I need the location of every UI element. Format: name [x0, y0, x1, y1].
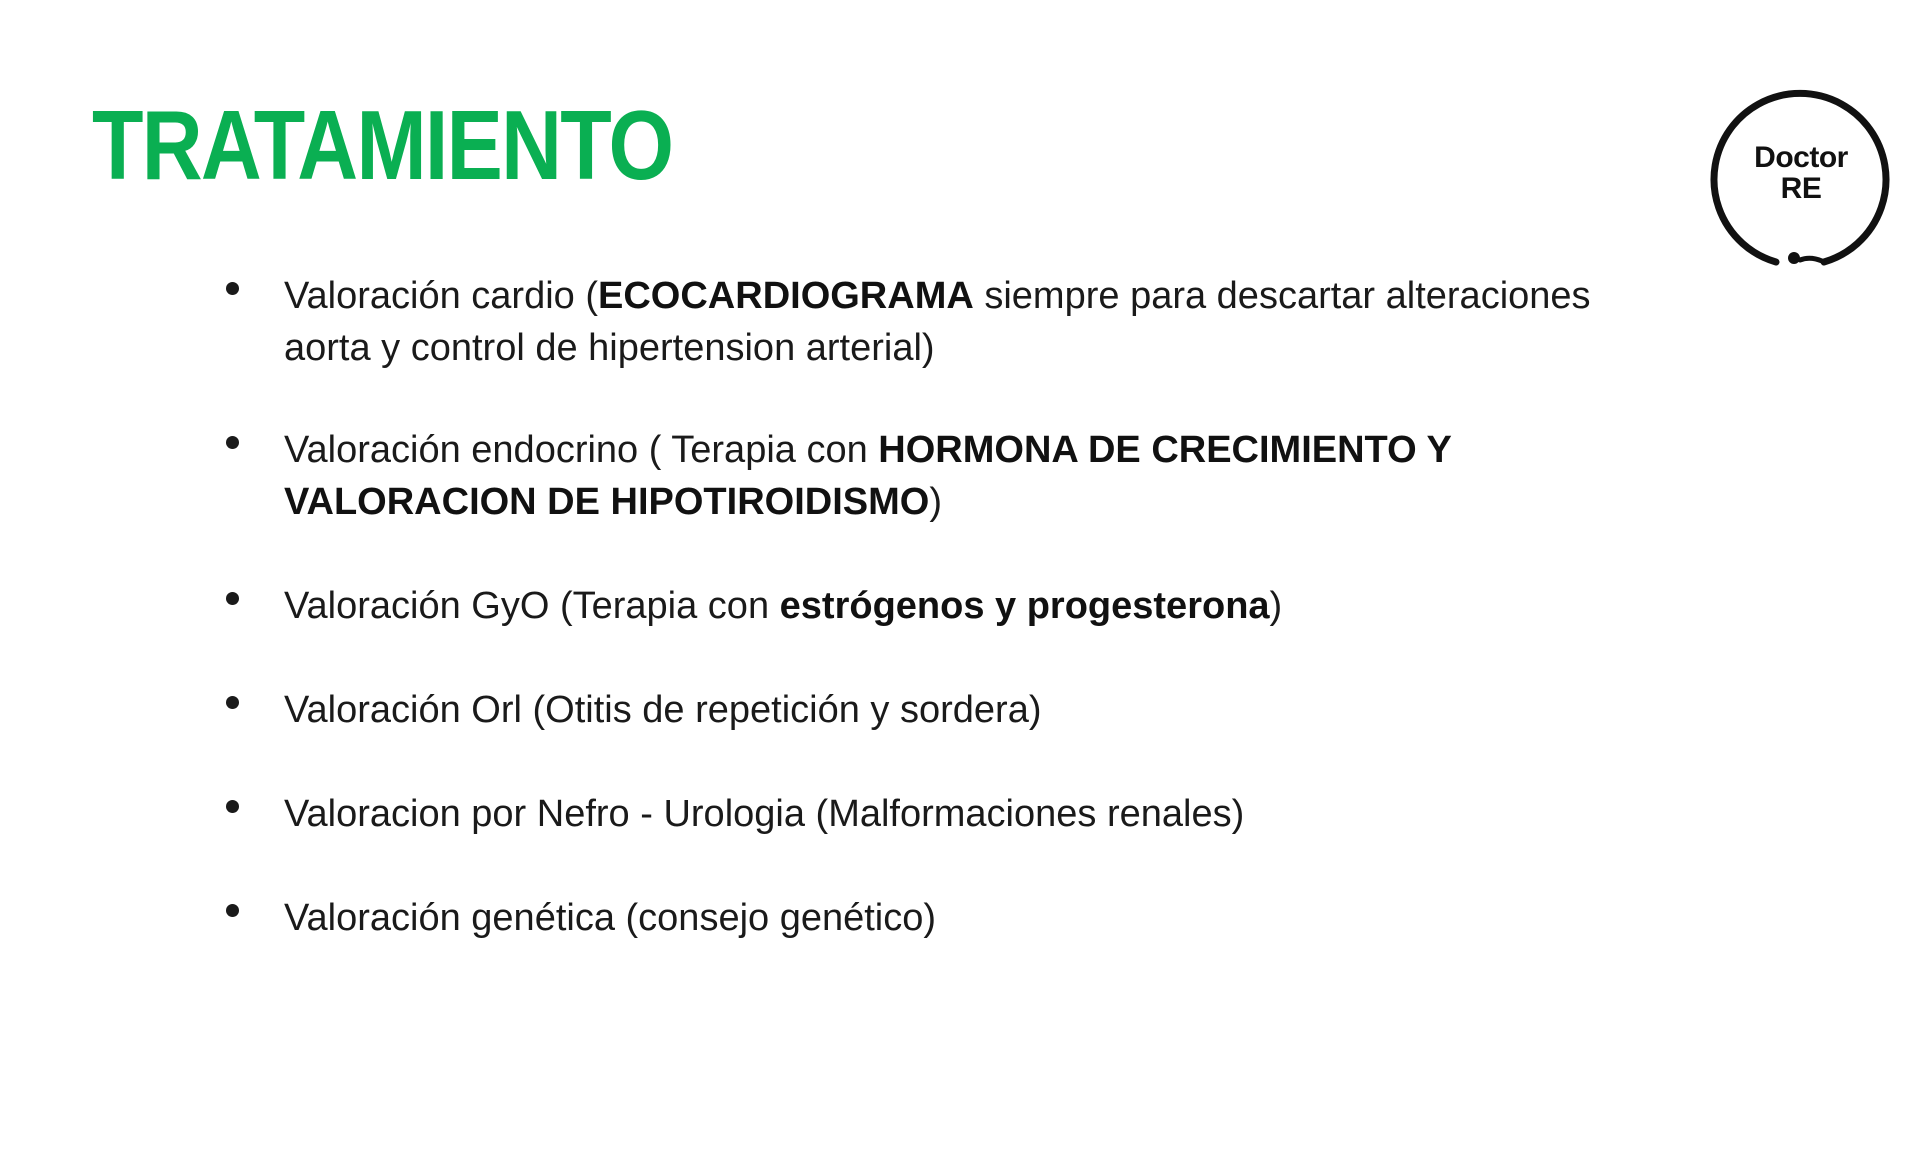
list-item [226, 424, 1606, 528]
logo-line-re: RE [1780, 172, 1822, 205]
bullet-dot-icon [226, 592, 239, 605]
list-item [226, 580, 1606, 632]
list-item [226, 270, 1606, 374]
bullet-text: siempre para descartar alteraciones aorta y control de hipertension arterial) [284, 275, 1591, 369]
list-item [226, 788, 1606, 840]
bullet-text: ) [929, 481, 942, 523]
bullet-dot-icon [226, 904, 239, 917]
bullet-bold-text: ECOCARDIOGRAMA [598, 275, 974, 317]
page-title: TRATAMIENTO [92, 90, 673, 200]
list-item [226, 892, 1606, 944]
bullet-text: Valoración GyO (Terapia con [284, 585, 780, 627]
bullet-text: Valoración endocrino ( Terapia con [284, 429, 879, 471]
doctor-re-logo [1706, 80, 1896, 270]
bullet-text: Valoración genética (consejo genético) [284, 897, 937, 939]
list-item [226, 684, 1606, 736]
treatment-list [226, 270, 1606, 944]
bullet-dot-icon [226, 800, 239, 813]
bullet-text: Valoracion por Nefro - Urologia (Malformaciones renales) [284, 793, 1245, 835]
bullet-dot-icon [226, 282, 239, 295]
logo-wordmark [1706, 142, 1896, 204]
bullet-bold-text: HORMONA DE CRECIMIENTO Y VALORACION DE HIPOTIROIDISMO [284, 429, 1452, 523]
bullet-text: ) [1269, 585, 1283, 627]
logo-line-doctor: Doctor [1754, 141, 1848, 174]
bullet-dot-icon [226, 436, 239, 449]
bullet-bold-text: estrógenos y progesterona [779, 585, 1270, 627]
bullet-text: Valoración Orl (Otitis de repetición y sordera) [284, 689, 1042, 731]
bullet-text: Valoración cardio ( [284, 275, 599, 317]
bullet-dot-icon [226, 696, 239, 709]
